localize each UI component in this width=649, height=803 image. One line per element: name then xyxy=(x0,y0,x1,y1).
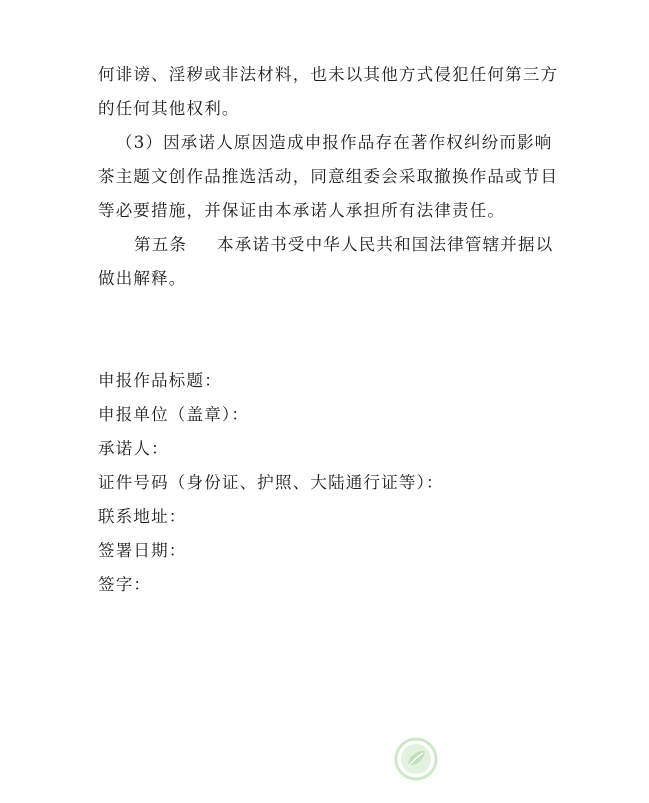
field-applicant-unit: 申报单位（盖章）： xyxy=(98,405,250,424)
paragraph-line: 做出解释。 xyxy=(98,269,187,288)
field-work-title: 申报作品标题： xyxy=(98,371,222,390)
field-address: 联系地址： xyxy=(98,507,187,526)
paragraph-line: 的任何其他权利。 xyxy=(98,99,240,118)
field-sign-date: 签署日期： xyxy=(98,541,187,560)
field-signature: 签字： xyxy=(98,575,152,594)
paragraph-line: 茶主题文创作品推选活动，同意组委会采取撤换作品或节目 xyxy=(98,167,559,186)
leaf-seal-icon xyxy=(394,737,438,781)
paragraph-line: 何诽谤、淫秽或非法材料，也未以其他方式侵犯任何第三方 xyxy=(98,65,559,84)
article-5-body: 本承诺书受中华人民共和国法律管辖并据以 xyxy=(217,235,554,254)
field-promisor: 承诺人： xyxy=(98,439,169,458)
article-5-heading: 第五条 xyxy=(134,235,188,254)
field-id-number: 证件号码（身份证、护照、大陆通行证等）： xyxy=(98,473,444,492)
clause-3-line: （3）因承诺人原因造成申报作品存在著作权纠纷而影响 xyxy=(116,133,553,152)
article-5-line xyxy=(134,228,553,262)
paragraph-line: 等必要措施，并保证由本承诺人承担所有法律责任。 xyxy=(98,201,506,220)
